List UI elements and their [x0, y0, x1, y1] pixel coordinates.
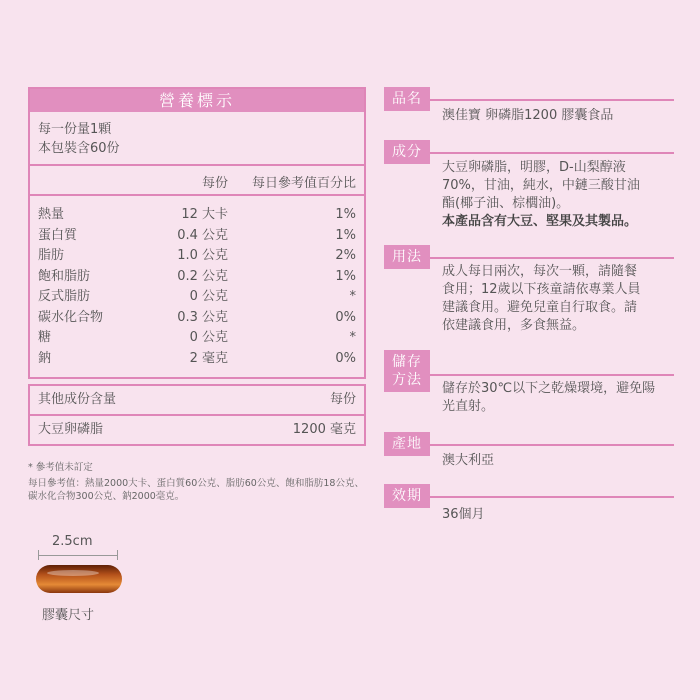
divider	[430, 496, 674, 498]
nutrient-name: 反式脂肪	[38, 289, 91, 304]
nutrient-name: 碳水化合物	[38, 309, 104, 325]
other-ingredient-name: 大豆卵磷脂	[38, 422, 104, 437]
nutrient-name: 鈉	[38, 350, 52, 366]
nutrient-amount: 0.3 公克	[177, 309, 228, 325]
nutrient-name: 熱量	[38, 207, 65, 222]
divider	[430, 444, 674, 446]
per-serving-header: 每份	[201, 176, 228, 191]
section-usage	[384, 245, 674, 345]
storage-line: 儲存於30℃以下之乾燥環境，避免陽	[442, 381, 656, 396]
nutrition-row	[30, 287, 364, 308]
nutrient-percent: 0%	[335, 309, 356, 325]
product-name-value: 澳佳寶 卵磷脂1200 膠囊食品	[442, 108, 614, 123]
storage-value	[442, 380, 655, 416]
shelf-life-tag: 效期	[384, 484, 430, 508]
ingredients-line: 70%，甘油，純水，中鏈三酸甘油	[442, 178, 640, 193]
daily-percent-header: 每日參考值百分比	[251, 176, 356, 191]
usage-line: 建議食用。避免兒童自行取食。請	[442, 300, 638, 315]
capsule-image	[35, 563, 123, 595]
nutrient-percent: 1%	[335, 207, 356, 222]
footnote-reference: * 參考值未訂定	[28, 462, 93, 473]
nutrient-percent: *	[349, 330, 356, 345]
allergen-warning: 本產品含有大豆、堅果及其製品。	[442, 214, 638, 229]
usage-value	[442, 263, 641, 335]
nutrient-percent: 1%	[335, 268, 356, 284]
nutrition-row	[30, 328, 364, 349]
usage-tag: 用法	[384, 245, 430, 269]
nutrient-name: 飽和脂肪	[38, 268, 91, 284]
other-header-label: 其他成份含量	[38, 392, 117, 407]
nutrition-row	[30, 267, 364, 288]
divider	[430, 152, 674, 154]
origin-value: 澳大利亞	[442, 453, 495, 468]
nutrient-amount: 12 大卡	[181, 207, 228, 222]
nutrient-amount: 0 公克	[189, 330, 228, 345]
usage-line: 食用；12歲以下孩童請依專業人員	[442, 282, 641, 297]
nutrient-name: 脂肪	[38, 248, 65, 263]
shelf-life-value: 36個月	[442, 507, 485, 522]
servings-per-pack: 本包裝含60份	[38, 141, 120, 156]
origin-tag: 產地	[384, 432, 430, 456]
nutrient-name: 糖	[38, 330, 52, 345]
nutrition-row	[30, 226, 364, 247]
other-header-row	[30, 386, 364, 414]
product-name-tag: 品名	[384, 87, 430, 111]
storage-tag-line: 方法	[392, 372, 422, 388]
nutrient-percent: 1%	[335, 227, 356, 243]
other-header-unit: 每份	[329, 392, 356, 407]
capsule-size-label: 2.5cm	[52, 534, 93, 549]
divider	[430, 257, 674, 259]
section-shelf-life	[384, 484, 674, 524]
nutrition-table	[28, 87, 366, 379]
nutrition-title: 營養標示	[30, 89, 364, 112]
nutrition-row	[30, 246, 364, 267]
storage-line: 光直射。	[442, 399, 495, 414]
footnote-daily-values-1: 每日參考值：熱量2000大卡、蛋白質60公克、脂肪60公克、飽和脂肪18公克、	[28, 478, 364, 489]
nutrient-percent: *	[349, 289, 356, 304]
usage-line: 依建議食用，多食無益。	[442, 318, 586, 333]
serving-size: 每一份量1顆	[38, 122, 112, 137]
nutrient-name: 蛋白質	[38, 227, 78, 243]
ingredients-value	[442, 159, 640, 231]
nutrient-percent: 2%	[335, 248, 356, 263]
section-storage	[384, 350, 674, 420]
size-ruler	[38, 550, 118, 560]
nutrition-row	[30, 308, 364, 329]
serving-info	[30, 112, 364, 166]
section-origin	[384, 432, 674, 472]
capsule-caption: 膠囊尺寸	[42, 608, 95, 623]
storage-tag-line: 儲存	[392, 354, 422, 370]
nutrient-amount: 0 公克	[189, 289, 228, 304]
nutrition-rows	[30, 196, 364, 377]
footnotes	[28, 461, 368, 503]
divider	[430, 99, 674, 101]
ingredients-line: 大豆卵磷脂，明膠，D-山梨醇液	[442, 160, 626, 175]
nutrient-amount: 0.4 公克	[177, 227, 228, 243]
section-ingredients	[384, 140, 674, 240]
footnote-daily-values-2: 碳水化合物300公克、鈉2000毫克。	[28, 491, 185, 502]
section-product-name	[384, 87, 674, 127]
ingredients-line: 酯(椰子油、棕櫚油)。	[442, 196, 570, 211]
nutrient-amount: 0.2 公克	[177, 268, 228, 284]
nutrient-amount: 2 毫克	[189, 350, 228, 366]
nutrition-row	[30, 349, 364, 370]
storage-tag	[384, 350, 430, 392]
other-ingredient-amount: 1200 毫克	[292, 422, 356, 437]
other-ingredient-row	[30, 414, 364, 444]
usage-line: 成人每日兩次，每次一顆，請隨餐	[442, 264, 638, 279]
nutrition-row	[30, 205, 364, 226]
ingredients-tag: 成分	[384, 140, 430, 164]
nutrient-amount: 1.0 公克	[177, 248, 228, 263]
nutrition-header	[30, 166, 364, 196]
other-ingredients-table	[28, 384, 366, 446]
divider	[430, 374, 674, 376]
nutrient-percent: 0%	[335, 350, 356, 366]
